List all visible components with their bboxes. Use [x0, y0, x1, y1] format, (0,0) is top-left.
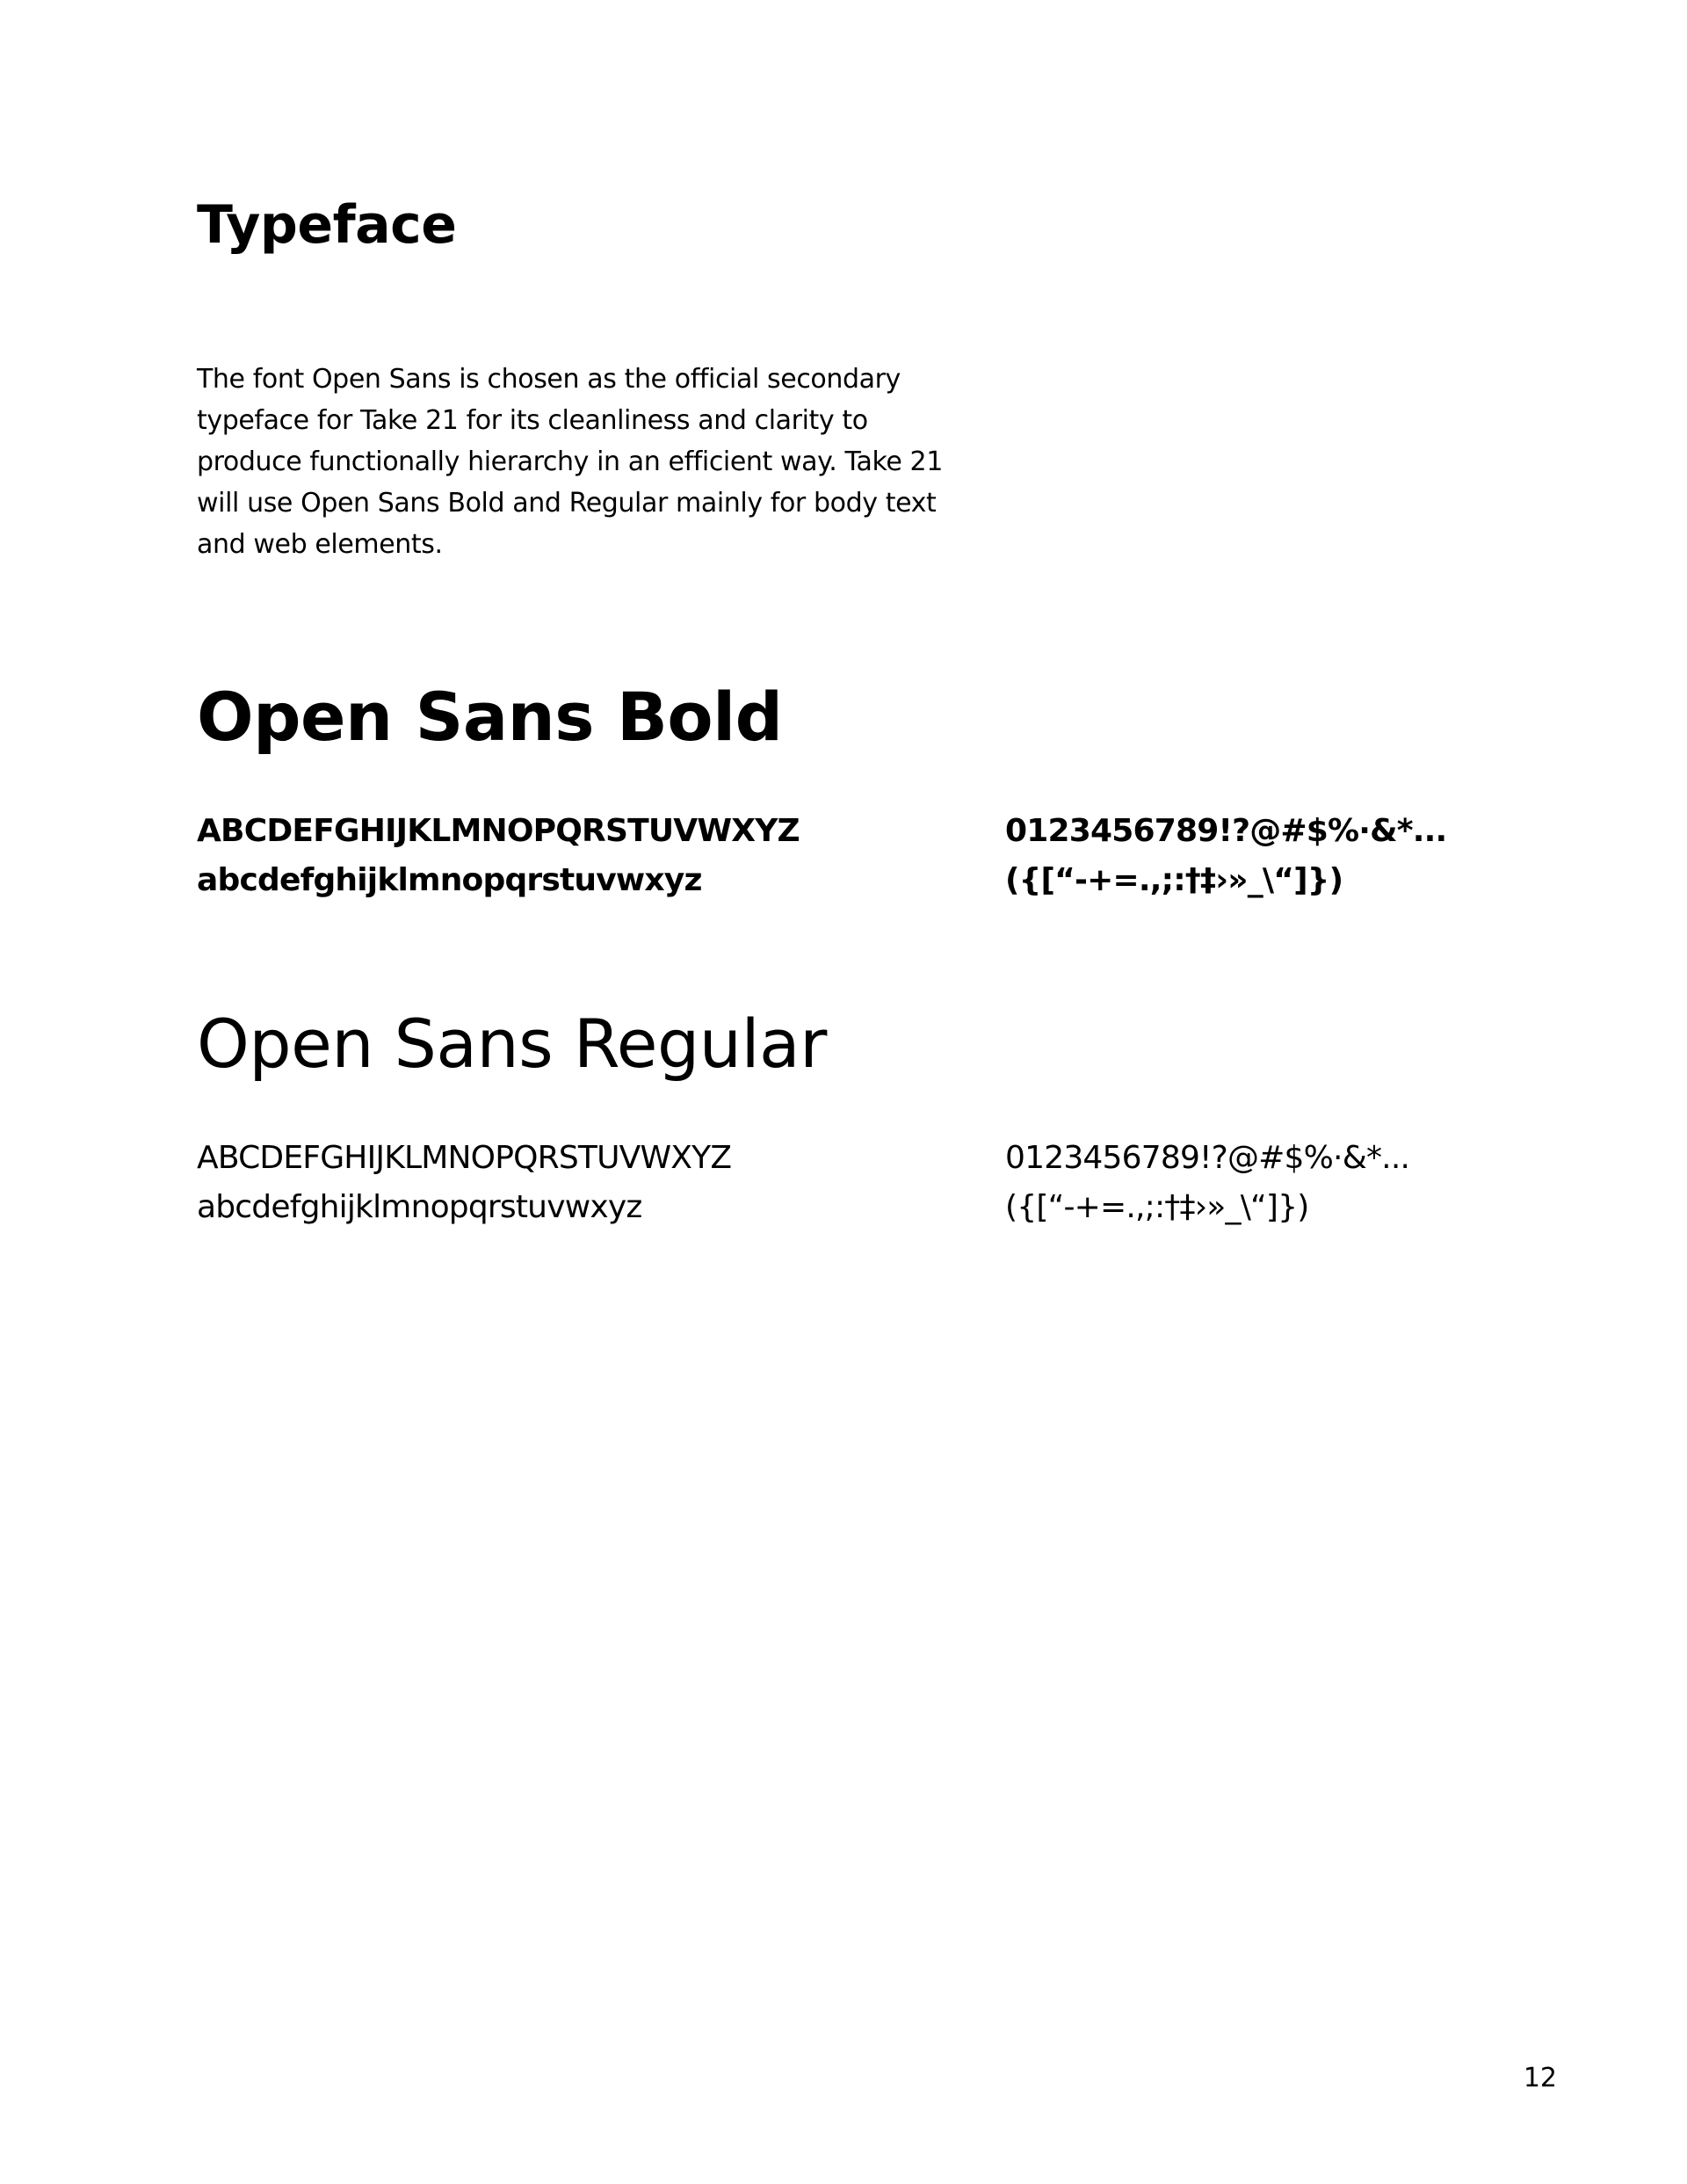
regular-alphabet-sample	[197, 1134, 731, 1232]
bold-symbols-sample	[1005, 807, 1446, 905]
bold-uppercase-line: ABCDEFGHIJKLMNOPQRSTUVWXYZ	[197, 813, 800, 849]
bold-numbers-line: 0123456789!?@#$%·&*...	[1005, 813, 1447, 849]
regular-font-title: Open Sans Regular	[197, 1005, 827, 1083]
intro-paragraph: The font Open Sans is chosen as the official secondary typeface for Take 21 for its cleanliness and clarity to produce functionally hierarchy in an efficient way. Take 21 will use Open Sans Bold and Regular mainly for body text and web elements.	[197, 364, 943, 560]
regular-symbols-line: ({[“-+=.,;:†‡›»_\“]})	[1005, 1189, 1309, 1225]
regular-uppercase-line: ABCDEFGHIJKLMNOPQRSTUVWXYZ	[197, 1140, 732, 1176]
regular-numbers-line: 0123456789!?@#$%·&*...	[1005, 1140, 1410, 1176]
regular-lowercase-line: abcdefghijklmnopqrstuvwxyz	[197, 1189, 642, 1225]
regular-symbols-sample	[1005, 1134, 1409, 1232]
bold-font-title: Open Sans Bold	[197, 678, 783, 756]
bold-alphabet-sample	[197, 807, 800, 905]
page-title: Typeface	[197, 194, 457, 256]
bold-lowercase-line: abcdefghijklmnopqrstuvwxyz	[197, 862, 702, 898]
page-number: 12	[1523, 2063, 1557, 2093]
bold-symbols-line: ({[“-+=.,;:†‡›»_\“]})	[1005, 862, 1343, 898]
